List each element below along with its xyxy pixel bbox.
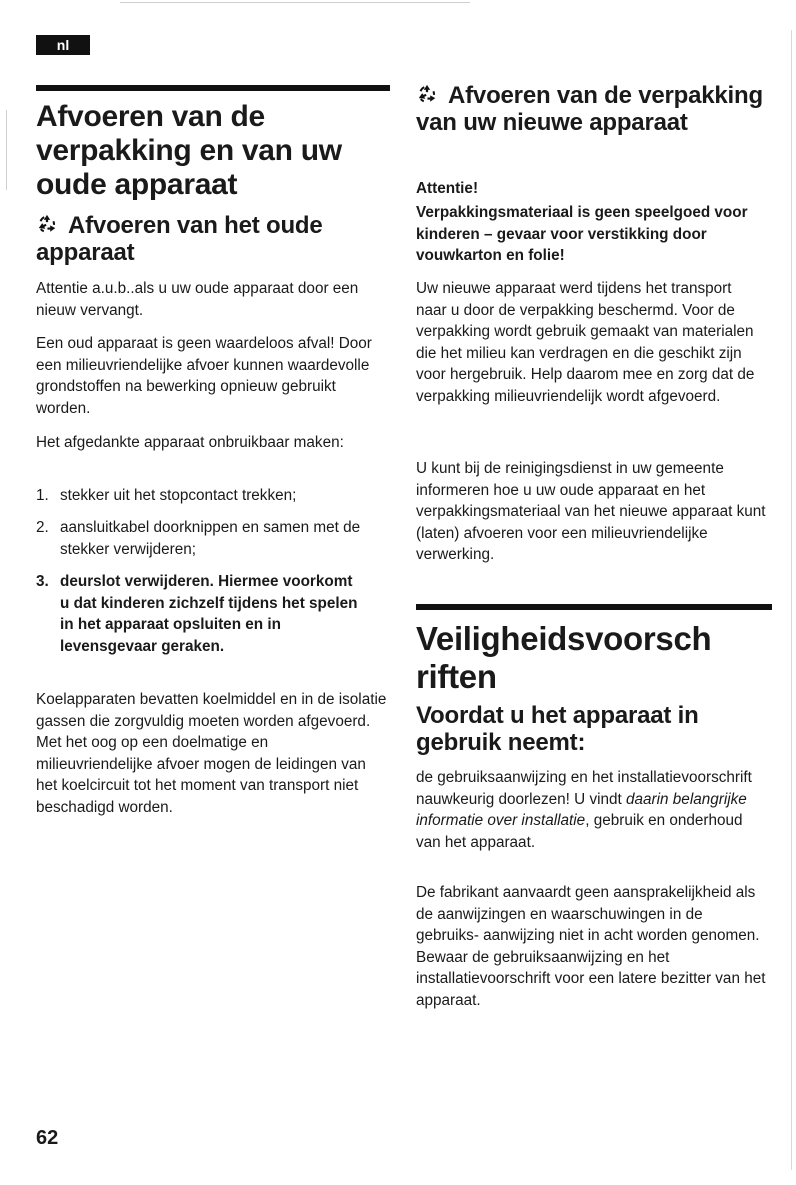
page-number: 62 (36, 1127, 59, 1149)
scan-edge-top (120, 2, 470, 3)
scan-edge-left (6, 110, 7, 190)
step-number: 3. (36, 573, 49, 590)
recycle-icon (416, 83, 438, 105)
old-appliance-heading (36, 212, 386, 266)
step-1 (36, 485, 386, 507)
step-number: 1. (36, 487, 49, 504)
safety-paragraph-1-start: de gebruiksaanwijzing en het installatievoorschrift nauwkeurig doorlezen! U vindt (416, 769, 752, 808)
safety-title: Veiligheidsvoorschriften (416, 620, 712, 695)
old-appliance-paragraph-1: Een oud apparaat is geen waardeloos afval! Door een milieuvriendelijke afvoer kunnen waardevolle grondstoffen na bewerking opnieuw gebruikt worden. (36, 335, 372, 417)
safety-paragraph-2: De fabrikant aanvaardt geen aansprakelijkheid als de aanwijzingen en waarschuwingen in de gebruiks- aanwijzing niet in acht worden genomen. Bewaar de gebruiksaanwijzing en het installatievoorschrift voor een latere bezitter van het apparaat. (416, 884, 766, 1009)
language-tab: nl (36, 35, 90, 55)
step-2 (36, 517, 386, 560)
old-appliance-heading-text: Afvoeren van het oude apparaat (36, 212, 323, 266)
step-3 (36, 571, 366, 657)
step-text: aansluitkabel doorknippen en samen met de stekker verwijderen; (60, 519, 361, 558)
safety-paragraph-1 (416, 767, 770, 853)
old-appliance-paragraph-3: Koelapparaten bevatten koelmiddel en in de isolatie gassen die zorgvuldig moeten worden afgevoerd. Met het oog op een doelmatige en milieuvriendelijke afvoer mogen de leidingen van het koelcircuit tot het moment van transport niet beschadigd worden. (36, 691, 387, 816)
before-use-heading: Voordat u het apparaat in gebruik neemt: (416, 702, 699, 756)
safety-paragraph-1-end: , gebruik en onderhoud van het apparaat. (416, 812, 743, 851)
step-text: deurslot verwijderen. Hiermee voorkomt u dat kinderen zichzelf tijdens het spelen in het apparaat opsluiten en in levensgevaar geraken. (60, 573, 358, 655)
attention-label: Attentie! (416, 180, 479, 197)
section-rule-left (36, 85, 390, 91)
safety-paragraph-1-italic: daarin belangrijke informatie over installatie (416, 790, 747, 829)
old-appliance-paragraph-2: Het afgedankte apparaat onbruikbaar maken: (36, 434, 344, 451)
packaging-heading (416, 82, 766, 136)
packaging-heading-text: Afvoeren van de verpakking van uw nieuwe apparaat (416, 82, 763, 136)
recycle-icon (36, 213, 58, 235)
disposal-title: Afvoeren van de verpakking en van uw oude apparaat (36, 100, 342, 201)
packaging-paragraph-2: U kunt bij de reinigingsdienst in uw gemeente informeren hoe u uw oude apparaat en het verpakkingsmateriaal van het nieuwe apparaat kunt (laten) afvoeren voor een milieuvriendelijke verwerking. (416, 460, 766, 563)
section-rule-right (416, 604, 772, 610)
scan-edge-right (791, 30, 792, 1170)
step-text: stekker uit het stopcontact trekken; (60, 487, 297, 504)
packaging-paragraph-1: Uw nieuwe apparaat werd tijdens het transport naar u door de verpakking beschermd. Voor de verpakking wordt gebruik gemaakt van materialen die het milieu kan verdragen en die geschikt zijn voor hergebruik. Help daarom mee en zorg dat de verpakking milieuvriendelijk wordt afgevoerd. (416, 280, 755, 405)
step-number: 2. (36, 519, 49, 536)
old-appliance-intro: Attentie a.u.b..als u uw oude apparaat door een nieuw vervangt. (36, 280, 359, 319)
packaging-warning: Verpakkingsmateriaal is geen speelgoed voor kinderen – gevaar voor verstikking door vouwkarton en folie! (416, 204, 748, 264)
